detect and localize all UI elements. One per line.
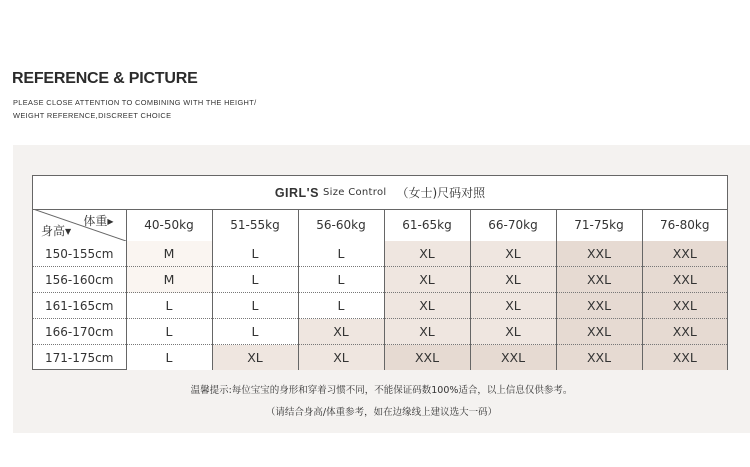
weight-column-header: 71-75kg bbox=[556, 209, 642, 241]
size-cell: XXL bbox=[384, 345, 470, 371]
corner-weight-label: 体重 bbox=[83, 214, 108, 228]
table-row bbox=[33, 319, 727, 345]
size-cell: L bbox=[212, 293, 298, 319]
table-title-size-control: Size Control bbox=[323, 187, 387, 198]
size-cell: L bbox=[298, 241, 384, 267]
size-cell: XL bbox=[384, 241, 470, 267]
triangle-right-icon: ▶ bbox=[107, 217, 114, 226]
height-row-header: 171-175cm bbox=[33, 345, 126, 371]
size-cell: XXL bbox=[556, 293, 642, 319]
size-tip-note: 温馨提示:每位宝宝的身形和穿着习惯不同，不能保证码数100%适合，以上信息仅供参考。 bbox=[190, 385, 573, 396]
table-row bbox=[33, 267, 727, 293]
size-cell: XL bbox=[470, 267, 556, 293]
size-cell: XXL bbox=[556, 319, 642, 345]
size-cell: XL bbox=[384, 293, 470, 319]
size-cell: L bbox=[298, 293, 384, 319]
triangle-down-icon: ▼ bbox=[65, 227, 72, 236]
weight-header-row bbox=[33, 209, 727, 241]
size-cell: L bbox=[212, 241, 298, 267]
size-cell: XL bbox=[298, 345, 384, 371]
table-row bbox=[33, 293, 727, 319]
table-title bbox=[33, 176, 727, 210]
size-cell: XL bbox=[298, 319, 384, 345]
corner-cell bbox=[33, 209, 126, 241]
size-cell: L bbox=[126, 319, 212, 345]
size-cell: L bbox=[212, 319, 298, 345]
size-cell: XXL bbox=[642, 293, 727, 319]
height-row-header: 156-160cm bbox=[33, 267, 126, 293]
size-cell: L bbox=[126, 293, 212, 319]
corner-height-label: 身高 bbox=[41, 224, 66, 238]
size-cell: XXL bbox=[470, 345, 556, 371]
table-row bbox=[33, 241, 727, 267]
height-row-header: 150-155cm bbox=[33, 241, 126, 267]
size-cell: M bbox=[126, 241, 212, 267]
size-cell: XXL bbox=[556, 345, 642, 371]
size-cell: XXL bbox=[642, 319, 727, 345]
size-advice-note: （请结合身高/体重参考，如在边缘线上建议选大一码） bbox=[265, 407, 498, 418]
size-cell: XL bbox=[470, 241, 556, 267]
size-chart-table bbox=[32, 175, 728, 370]
section-subtitle-line2: WEIGHT REFERENCE,DISCREET CHOICE bbox=[13, 111, 172, 120]
size-cell: M bbox=[126, 267, 212, 293]
weight-column-header: 76-80kg bbox=[660, 218, 710, 232]
section-subtitle-line1: PLEASE CLOSE ATTENTION TO COMBINING WITH THE HEIGHT/ bbox=[13, 98, 257, 107]
size-cell: XXL bbox=[642, 241, 727, 267]
size-cell: XL bbox=[384, 267, 470, 293]
size-cell: XL bbox=[470, 293, 556, 319]
section-title: REFERENCE & PICTURE bbox=[12, 70, 198, 87]
size-cell: L bbox=[126, 345, 212, 371]
table-title-chinese: （女士)尺码对照 bbox=[396, 186, 486, 200]
height-row-header: 161-165cm bbox=[33, 293, 126, 319]
weight-column-header: 40-50kg bbox=[126, 209, 212, 241]
size-cell: XXL bbox=[642, 345, 727, 371]
size-cell: XL bbox=[470, 319, 556, 345]
weight-column-header: 61-65kg bbox=[384, 209, 470, 241]
weight-column-header: 51-55kg bbox=[212, 209, 298, 241]
size-cell: XXL bbox=[556, 267, 642, 293]
height-row-header: 166-170cm bbox=[33, 319, 126, 345]
size-cell: L bbox=[212, 267, 298, 293]
table-row bbox=[33, 345, 727, 371]
size-cell: XXL bbox=[556, 241, 642, 267]
size-cell: L bbox=[298, 267, 384, 293]
table-title-brand: GIRL'S bbox=[274, 185, 319, 200]
size-cell: XL bbox=[212, 345, 298, 371]
weight-column-header: 56-60kg bbox=[298, 209, 384, 241]
size-cell: XL bbox=[384, 319, 470, 345]
size-grid bbox=[33, 209, 727, 370]
size-cell: XXL bbox=[642, 267, 727, 293]
weight-column-header: 66-70kg bbox=[470, 209, 556, 241]
